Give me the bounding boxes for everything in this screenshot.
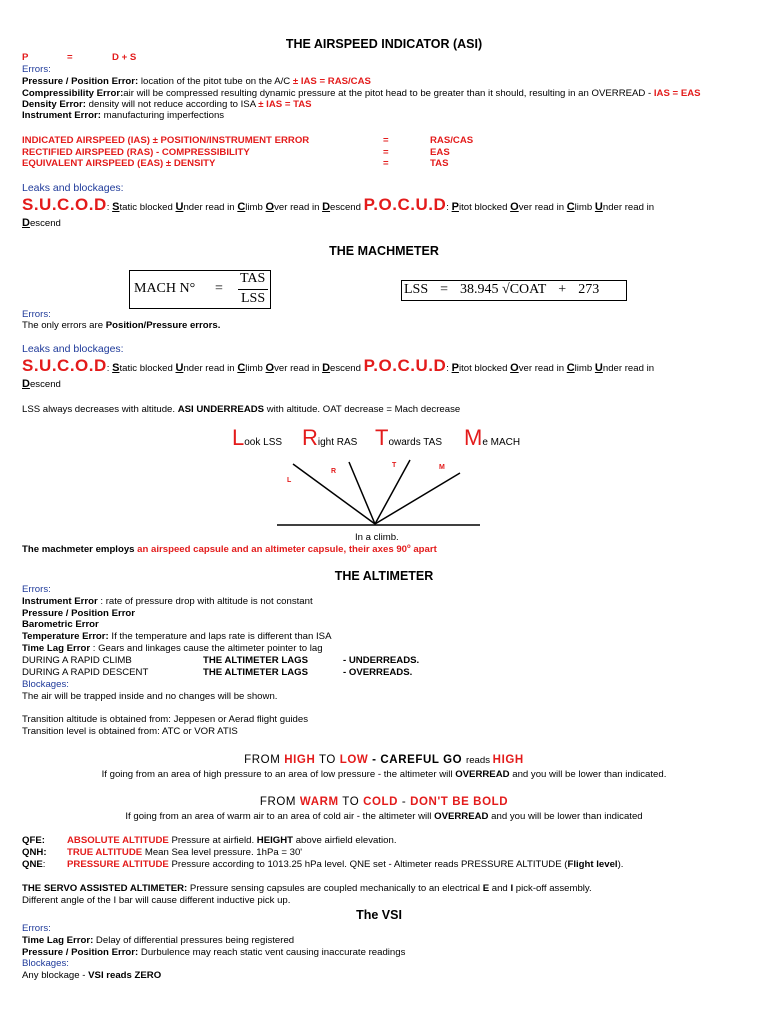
alt-blockages-label: Blockages:	[22, 679, 69, 690]
airspeed-def-eas-result: TAS	[430, 158, 449, 169]
alt-error-barometric: Barometric Error	[22, 619, 99, 630]
vsi-error-position: Pressure / Position Error: Durbulence may reach static vent causing inaccurate readings	[22, 947, 406, 958]
alt-descent-b: THE ALTIMETER LAGS	[203, 667, 308, 678]
warm-cold-text: If going from an area of warm air to an area of cold air - the altimeter will OVERREAD and you will be lower than indicated	[125, 811, 643, 822]
alt-error-temperature: Temperature Error: If the temperature and laps rate is different than ISA	[22, 631, 332, 642]
mnemonic-l: Look LSS	[232, 425, 283, 450]
diagram-label-t: T	[392, 462, 397, 469]
transition-altitude: Transition altitude is obtained from: Jeppesen or Aerad flight guides	[22, 714, 309, 725]
alt-error-instrument: Instrument Error : rate of pressure drop with altitude is not constant	[22, 596, 313, 607]
airspeed-def-ias-result: RAS/CAS	[430, 135, 474, 146]
qfe-key: QFE:	[22, 835, 45, 846]
mach-formula-lhs: MACH N°	[134, 281, 196, 296]
diagram-line-mach	[375, 473, 460, 524]
asi-error-instrument: Instrument Error: manufacturing imperfections	[22, 110, 225, 121]
high-low-text: If going from an area of high pressure to an area of low pressure - the altimeter will OVERREAD and you will be lower than indicated.	[101, 769, 667, 780]
lss-note: LSS always decreases with altitude. ASI UNDERREADS with altitude. OAT decrease = Mach decrease	[22, 404, 461, 415]
vsi-blockages-label: Blockages:	[22, 958, 69, 969]
asi-error-compressibility: Compressibility Error:air will be compressed resulting dynamic pressure at the pitot head to be greater than it should, resulting in an OVERREAD - IAS = EAS	[22, 88, 701, 99]
servo-altimeter-2: Different angle of the I bar will cause different inductive pick up.	[22, 895, 291, 906]
servo-altimeter: THE SERVO ASSISTED ALTIMETER: Pressure sensing capsules are coupled mechanically to an electrical E and I pick-off assembly.	[22, 883, 592, 894]
sucod-line-asi-cont: Descend	[22, 217, 61, 229]
altimeter-title: THE ALTIMETER	[334, 569, 434, 583]
mnemonic-m: Me MACH	[464, 425, 521, 450]
asi-error-position: Pressure / Position Error: location of the pitot tube on the A/C ± IAS = RAS/CAS	[22, 76, 371, 87]
alt-blockages-text: The air will be trapped inside and no changes will be shown.	[22, 691, 278, 702]
airspeed-def-ras: RECTIFIED AIRSPEED (RAS) - COMPRESSIBILITY	[22, 147, 250, 158]
airspeed-def-eas-eq: =	[383, 158, 389, 169]
formula-eq: =	[67, 52, 73, 63]
high-low-mnemonic: FROM HIGH TO LOW - CAREFUL GO reads HIGH	[244, 754, 524, 766]
asi-title: THE AIRSPEED INDICATOR (ASI)	[285, 37, 483, 51]
alt-error-timelag: Time Lag Error : Gears and linkages cause the altimeter pointer to lag	[22, 643, 323, 654]
sucod-line-asi: S.U.C.O.D: Static blocked Under read in Climb Over read in Descend P.O.C.U.D: Pitot blocked Over read in Climb Under read in	[22, 195, 655, 214]
vsi-errors-label: Errors:	[22, 923, 51, 934]
mach-errors-label: Errors:	[22, 309, 51, 320]
alt-climb-c: - UNDERREADS.	[343, 655, 420, 666]
airspeed-def-ras-eq: =	[383, 147, 389, 158]
diagram-caption: In a climb.	[355, 532, 399, 543]
qne-key: QNE:	[22, 859, 46, 870]
vsi-blockages-text: Any blockage - VSI reads ZERO	[22, 970, 162, 981]
transition-level: Transition level is obtained from: ATC or VOR ATIS	[22, 726, 238, 737]
mach-error-text: The only errors are Position/Pressure errors.	[22, 320, 221, 331]
alt-errors-label: Errors:	[22, 584, 51, 595]
machmeter-employs: The machmeter employs an airspeed capsule and an altimeter capsule, their axes 90$^o$ apart	[22, 544, 437, 556]
alt-descent-c: - OVERREADS.	[343, 667, 413, 678]
airspeed-def-ias: INDICATED AIRSPEED (IAS) ± POSITION/INSTRUMENT ERROR	[22, 135, 310, 146]
alt-error-position: Pressure / Position Error	[22, 608, 136, 619]
mnemonic-t: Towards TAS	[375, 425, 442, 450]
qne-text: PRESSURE ALTITUDE Pressure according to 1013.25 hPa level. QNE set - Altimeter reads PRESSURE ALTITUDE (Flight level).	[67, 859, 624, 870]
qnh-key: QNH:	[22, 847, 47, 858]
diagram-label-r: R	[331, 468, 337, 475]
mach-formula-numerator: TAS	[240, 271, 266, 286]
mach-leaks-label: Leaks and blockages:	[22, 343, 124, 355]
mach-title: THE MACHMETER	[329, 244, 439, 258]
formula-p: P	[22, 52, 29, 63]
airspeed-def-ias-eq: =	[383, 135, 389, 146]
mnemonic-r: Right RAS	[302, 425, 358, 450]
mach-formula-eq: =	[215, 281, 223, 296]
alt-climb-a: DURING A RAPID CLIMB	[22, 655, 132, 666]
lss-formula: LSS = 38.945 √COAT + 273	[404, 282, 600, 297]
asi-errors-label: Errors:	[22, 64, 51, 75]
vsi-error-timelag: Time Lag Error: Delay of differential pressures being registered	[22, 935, 295, 946]
alt-climb-b: THE ALTIMETER LAGS	[203, 655, 308, 666]
formula-rhs: D + S	[112, 52, 137, 63]
asi-error-density: Density Error: density will not reduce according to ISA ± IAS = TAS	[22, 99, 312, 110]
sucod-line-mach-cont: Descend	[22, 378, 61, 390]
vsi-title: The VSI	[356, 908, 402, 922]
diagram-label-l: L	[287, 477, 292, 484]
asi-leaks-label: Leaks and blockages:	[22, 182, 124, 194]
diagram-label-m: M	[439, 464, 445, 471]
airspeed-def-eas: EQUIVALENT AIRSPEED (EAS) ± DENSITY	[22, 158, 216, 169]
sucod-line-mach: S.U.C.O.D: Static blocked Under read in Climb Over read in Descend P.O.C.U.D: Pitot blocked Over read in Climb Under read in	[22, 356, 655, 375]
warm-cold-mnemonic: FROM WARM TO COLD - DON'T BE BOLD	[259, 796, 509, 808]
qfe-text: ABSOLUTE ALTITUDE Pressure at airfield. HEIGHT above airfield elevation.	[67, 835, 397, 846]
mach-formula-denominator: LSS	[241, 291, 266, 306]
alt-descent-a: DURING A RAPID DESCENT	[22, 667, 149, 678]
airspeed-def-ras-result: EAS	[430, 147, 450, 158]
qnh-text: TRUE ALTITUDE Mean Sea level pressure. 1hPa = 30'	[67, 847, 303, 858]
